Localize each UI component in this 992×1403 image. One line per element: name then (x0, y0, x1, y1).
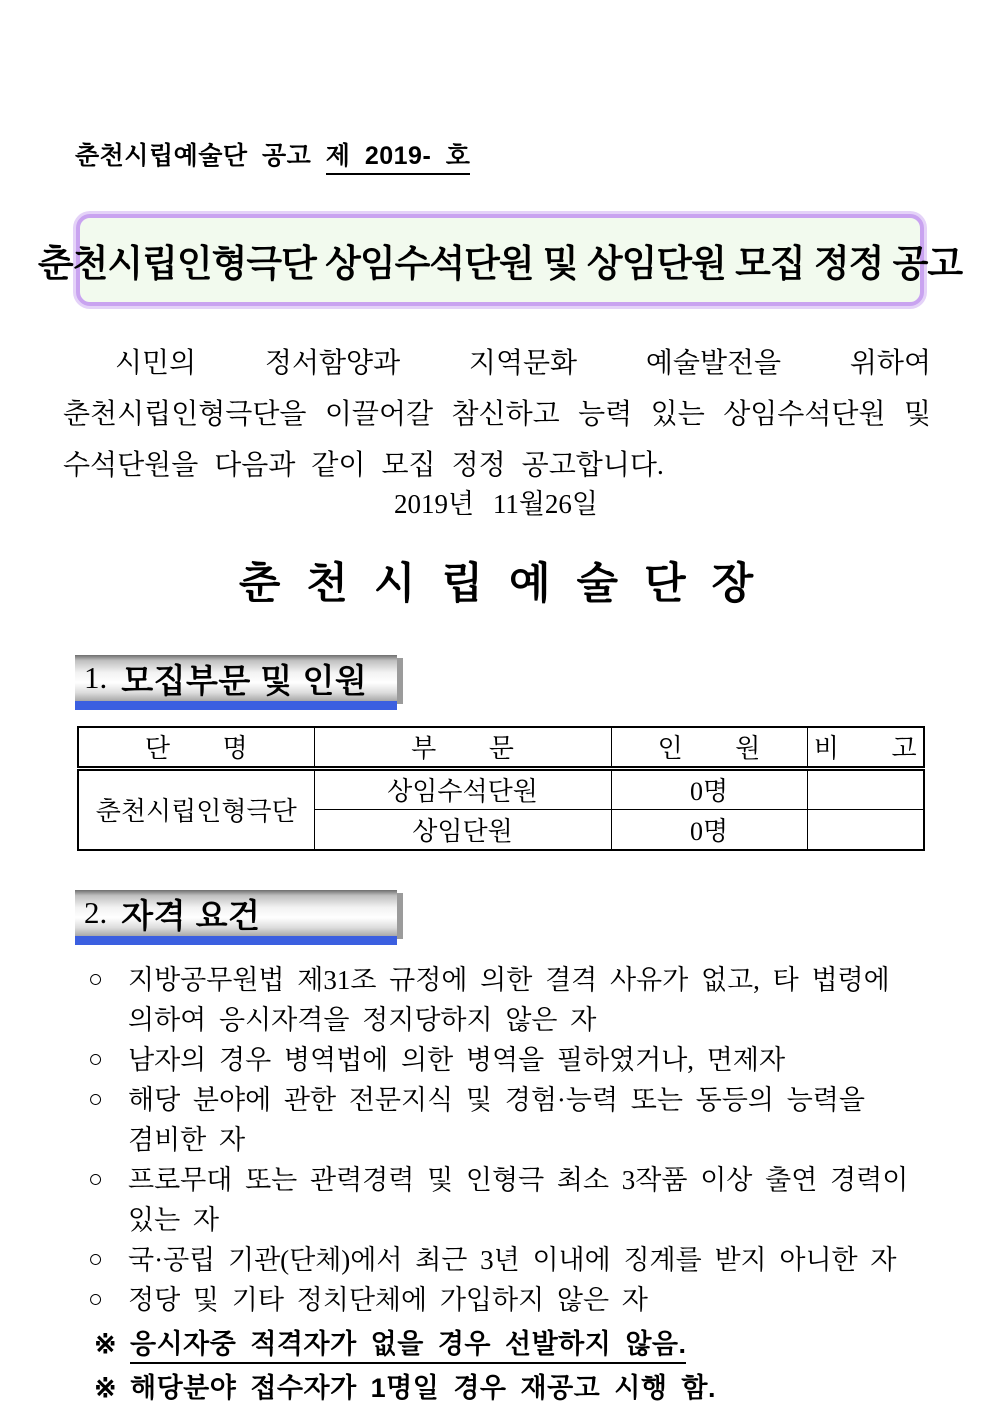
circle-bullet-icon: ○ (88, 1046, 104, 1073)
reference-mark-icon: ※ (94, 1373, 117, 1403)
qualification-text: 지방공무원법 제31조 규정에 의한 결격 사유가 없고, 타 법령에 의하여 응시자격을 정지당하지 않은 자 (128, 965, 890, 1035)
table-row (78, 768, 924, 809)
section-number: 2. (84, 895, 108, 930)
table-header-row (78, 727, 924, 768)
issuer-prefix: 춘천시립예술단 공고 (75, 142, 312, 170)
note-underlined-text: 응시자중 적격자가 없을 경우 선발하지 않음. (130, 1329, 686, 1364)
section-header-recruitment (75, 655, 397, 710)
list-item (88, 1080, 968, 1160)
note-cell (807, 768, 924, 809)
note-text (130, 1368, 716, 1403)
circle-bullet-icon: ○ (88, 1086, 104, 1113)
list-item (88, 1040, 968, 1080)
count-cell: 0명 (611, 768, 807, 809)
section-accent-bar (75, 936, 397, 945)
circle-bullet-icon: ○ (88, 966, 104, 993)
section-header-qualifications (75, 890, 397, 945)
qualification-text: 남자의 경우 병역법에 의한 병역을 필하였거나, 면제자 (128, 1045, 786, 1075)
recruitment-table (77, 726, 925, 851)
notice-title: 춘천시립인형극단 상임수석단원 및 상임단원 모집 정정 공고 (37, 243, 963, 284)
signature-title: 춘천시립예술단장 (238, 561, 780, 608)
note-text (130, 1324, 686, 1364)
circle-bullet-icon: ○ (88, 1246, 104, 1273)
qualification-text: 프로무대 또는 관력경력 및 인형극 최소 3작품 이상 출연 경력이 있는 자 (128, 1165, 909, 1235)
section-number: 1. (84, 660, 108, 695)
list-item (88, 1240, 968, 1280)
section-title: 모집부문 및 인원 (121, 661, 368, 699)
circle-bullet-icon: ○ (88, 1166, 104, 1193)
issuer-line (75, 136, 470, 172)
troupe-name-cell: 춘천시립인형극단 (78, 768, 314, 850)
section-header-gradient (75, 655, 397, 701)
note-item (88, 1324, 968, 1364)
section-header-gradient (75, 890, 397, 936)
part-cell: 상임단원 (314, 809, 611, 850)
qualification-text: 정당 및 기타 정치단체에 가입하지 않은 자 (128, 1285, 648, 1315)
qualification-text: 해당 분야에 관한 전문지식 및 경험·능력 또는 동등의 능력을 겸비한 자 (128, 1085, 865, 1155)
col-header-part: 부 문 (314, 727, 611, 768)
list-item (88, 1160, 968, 1240)
qualification-list (88, 960, 968, 1403)
notice-number: 제 2019- 호 (326, 142, 471, 175)
count-cell: 0명 (611, 809, 807, 850)
part-cell: 상임수석단원 (314, 768, 611, 809)
list-item (88, 960, 968, 1040)
section-title: 자격 요건 (121, 896, 261, 934)
col-header-note: 비 고 (807, 727, 924, 768)
col-header-count: 인 원 (611, 727, 807, 768)
section-accent-bar (75, 701, 397, 710)
col-header-troupe: 단 명 (78, 727, 314, 768)
note-underlined-text: 해당분야 접수자가 1명일 경우 재공고 시행 함. (130, 1373, 716, 1403)
list-item (88, 1280, 968, 1320)
intro-paragraph: 시민의 정서함양과 지역문화 예술발전을 위하여 춘천시립인형극단을 이끌어갈 참신하고 능력 있는 상임수석단원 및 수석단원을 다음과 같이 모집 정정 공고합니다. (63, 348, 931, 481)
note-item (88, 1368, 968, 1403)
qualification-text: 국·공립 기관(단체)에서 최근 3년 이내에 징계를 받지 아니한 자 (128, 1245, 897, 1275)
note-cell (807, 809, 924, 850)
circle-bullet-icon: ○ (88, 1286, 104, 1313)
notice-date: 2019년 11월26일 (394, 489, 598, 519)
reference-mark-icon: ※ (94, 1329, 117, 1359)
notice-title-box (37, 214, 963, 306)
